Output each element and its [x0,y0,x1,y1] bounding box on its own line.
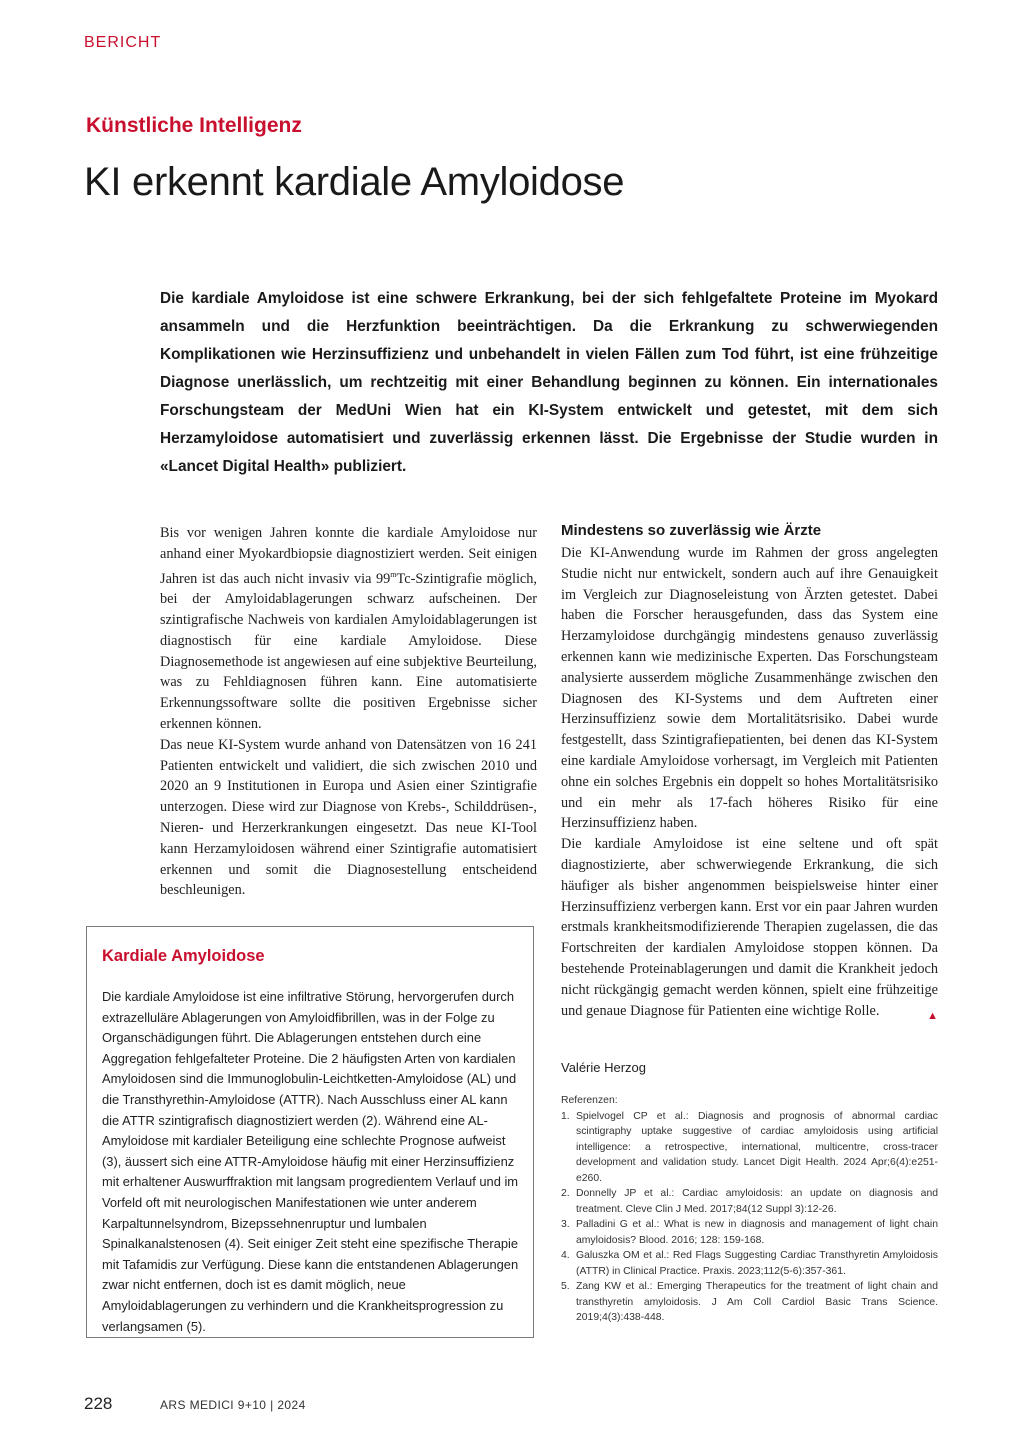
body-paragraph: Die kardiale Amyloidose ist eine seltene und oft spät diagnostizierte, aber schwerwiegende Erkrankung, die sich häufiger als bisher angenommen beispielsweise hinter einer Herzinsuffizienz verbergen kann. Erst vor ein paar Jahren wurden erstmals krankheitsmodifizierende Therapien zugelassen, die das Fortschreiten der kardialen Amyloidose stoppen können. Da bestehende Proteinablagerungen und damit die Krankheit jedoch nicht rückgängig gemacht werden können, spielt eine frühzeitige und genaue Diagnose für Patienten eine wichtige Rolle. ▲ [561,834,938,1021]
references-heading: Referenzen: [561,1095,618,1106]
end-mark-icon: ▲ [927,1009,938,1022]
references [561,1093,938,1326]
author: Valérie Herzog [561,1060,647,1075]
info-box [86,926,534,1338]
reference-item: 5. Zang KW et al.: Emerging Therapeutics for the treatment of light chain and transthyretin amyloidosis. J Am Coll Cardiol Basic Trans Science. 2019;4(3):438-448. [561,1281,938,1323]
section-label: BERICHT [84,34,162,51]
lead-paragraph: Die kardiale Amyloidose ist eine schwere Erkrankung, bei der sich fehlgefaltete Proteine im Myokard ansammeln und die Herzfunktion beeinträchtigen. Da die Erkrankung zu schwerwiegenden Komplikationen wie Herzinsuffizienz und unbehandelt in vielen Fällen zum Tod führt, ist eine frühzeitige Diagnose unerlässlich, um rechtzeitig mit einer Behandlung beginnen zu können. Ein internationales Forschungsteam der MedUni Wien hat ein KI-System entwickelt und getestet, mit dem sich Herzamyloidose automatisiert und zuverlässig erkennen lässt. Die Ergebnisse der Studie wurden in «Lancet Digital Health» publiziert. [160,290,938,475]
reference-item: 4. Galuszka OM et al.: Red Flags Suggesting Cardiac Transthyretin Amyloidosis (ATTR) in Clinical Practice. Praxis. 2023;112(5-6):357-361. [561,1250,938,1277]
left-column [160,523,537,901]
info-box-title: Kardiale Amyloidose [102,947,265,965]
page-number: 228 [84,1394,113,1413]
body-paragraph: Bis vor wenigen Jahren konnte die kardiale Amyloidose nur anhand einer Myokardbiopsie diagnostiziert werden. Seit einigen Jahren ist das auch nicht invasiv via 99$^m$Tc-Szintigrafie möglich, bei der Amyloidablagerungen schwarz aufscheinen. Der szintigrafische Nachweis von kardialen Amyloidablagerungen ist diagnostisch für eine kardiale Amyloidose. Diese Diagnosemethode ist angewiesen auf eine subjektive Beurteilung, was zu Fehldiagnosen führen kann. Eine automatisierte Erkennungssoftware sollte die positiven Ergebnisse sicher erkennen können. [160,525,537,732]
page-title: KI erkennt kardiale Amyloidose [84,160,625,204]
reference-item: 2. Donnelly JP et al.: Cardiac amyloidosis: an update on diagnosis and treatment. Cleve Clin J Med. 2017;84(12 Suppl 3):12-26. [561,1188,938,1215]
body-paragraph: Das neue KI-System wurde anhand von Datensätzen von 16 241 Patienten entwickelt und validiert, die sich zwischen 2010 und 2020 an 9 Institutionen in Europa und Asien einer Szintigrafie unterzogen. Diese wird zur Diagnose von Krebs-, Schilddrüsen-, Nieren- und Herzerkrankungen eingesetzt. Das neue KI-Tool kann Herzamyloidosen während einer Szintigrafie automatisiert erkennen und somit die Diagnosestellung entscheidend beschleunigen. [160,736,537,899]
body-paragraph: Die KI-Anwendung wurde im Rahmen der gross angelegten Studie nicht nur entwickelt, sondern auch auf ihre Genauigkeit im Vergleich zur Diagnoseleistung von Ärzten getestet. Dabei haben die Forscher herausgefunden, dass das System eine Herzamyloidose durchgängig mindestens genauso zuverlässig erkennen kann wie medizinische Experten. Das Forschungsteam analysierte ausserdem mögliche Zusammenhänge zwischen den Diagnosen des KI-Systems und dem Auftreten einer Herzinsuffizienz sowie dem Mortalitätsrisiko. Dabei wurde festgestellt, dass Szintigrafiepatienten, bei denen das KI-System eine kardiale Amyloidose vorhersagt, im Vergleich mit Patienten ohne ein solches Ergebnis ein doppelt so hohes Mortalitätsrisiko und ein mehr als 17-fach höheres Risiko für eine Herzinsuffizienz haben. [561,545,938,832]
info-box-text: Die kardiale Amyloidose ist eine infiltrative Störung, hervorgerufen durch extrazelluläre Ablagerungen von Amyloidfibrillen, was in der Folge zu Organschädigungen führt. Die Ablagerungen entstehen durch eine Aggregation fehlgefalteter Proteine. Die 2 häufigsten Arten von kardialen Amyloidosen sind die Immunoglobulin-Leichtketten-Amyloidose (AL) und die Transthyrethin-Amyloidose (ATTR). Nach Ausschluss einer AL kann die ATTR szintigrafisch diagnostiziert werden (2). Während eine AL-Amyloidose mit kardialer Beteiligung eine schlechte Prognose aufweist (3), äussert sich eine ATTR-Amyloidose häufig mit einer Herzinsuffizienz mit erhaltener Auswurffraktion mit langsam progredientem Verlauf und im Vorfeld oft mit neurologischen Manifestationen wie unter anderem Karpaltunnelsyndrom, Bizepssehnenruptur und lumbalen Spinalkanalstenosen (4). Seit einiger Zeit steht eine spezifische Therapie mit Tafamidis zur Verfügung. Diese kann die entstandenen Ablagerungen zwar nicht entfernen, doch ist es damit möglich, neue Amyloidablagerungen zu verhindern und die Krankheitsprogression zu verlangsamen (5). [102,989,519,1334]
right-column [561,521,938,1026]
reference-item: 1. Spielvogel CP et al.: Diagnosis and prognosis of abnormal cardiac scintigraphy uptake suggestive of cardiac amyloidosis using artificial intelligence: a retrospective, international, multicentre, cross-tracer development and validation study. Lancet Digit Health. 2024 Apr;6(4):e251-e260. [561,1110,938,1184]
references-list [561,1109,938,1326]
reference-item: 3. Palladini G et al.: What is new in diagnosis and management of light chain amyloidosis? Blood. 2016; 128: 159-168. [561,1219,938,1246]
section-heading: Mindestens so zuverlässig wie Ärzte [561,522,822,539]
journal-name: ARS MEDICI 9+10 | 2024 [160,1398,306,1412]
kicker: Künstliche Intelligenz [86,114,302,137]
superscript: m [390,569,397,579]
